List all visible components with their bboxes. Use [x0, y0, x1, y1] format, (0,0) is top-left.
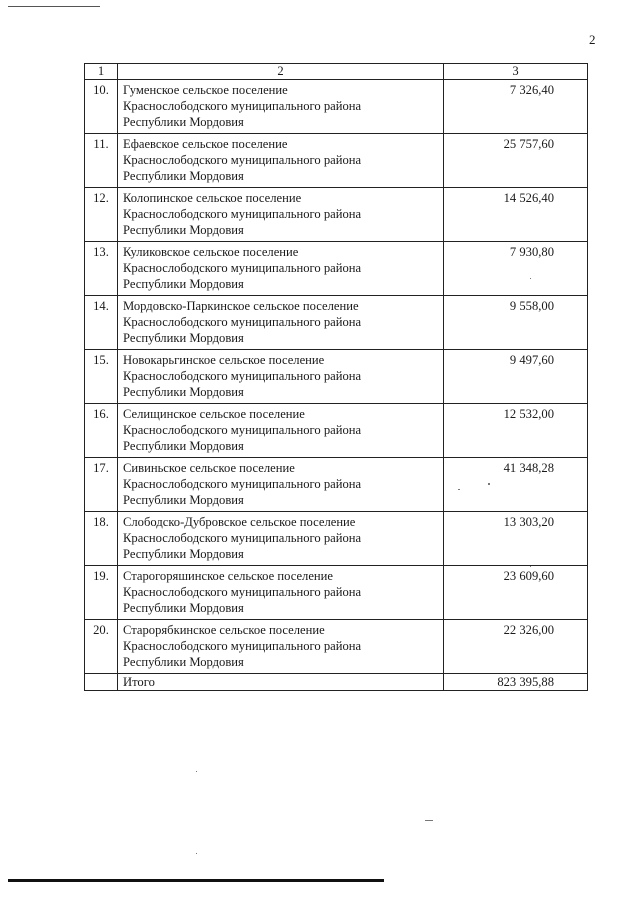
table-row: [85, 80, 588, 134]
settlement-name-line: Старорябкинское сельское поселение: [123, 623, 325, 637]
settlement-name: [118, 350, 444, 404]
settlement-name-line: Краснослободского муниципального района: [123, 531, 362, 545]
settlement-name-line: Куликовское сельское поселение: [123, 245, 299, 259]
settlement-name-line: Краснослободского муниципального района: [123, 261, 362, 275]
table-row: [85, 404, 588, 458]
settlement-name-line: Краснослободского муниципального района: [123, 99, 362, 113]
table-row: [85, 350, 588, 404]
amount-value: 22 326,00: [444, 620, 588, 674]
settlement-name-line: Слободско-Дубровское сельское поселение: [123, 515, 356, 529]
table-row: [85, 620, 588, 674]
amount-value: 9 497,60: [444, 350, 588, 404]
settlement-name-line: Новокарьгинское сельское поселение: [123, 353, 325, 367]
table-header-row: [85, 64, 588, 80]
table-row: [85, 458, 588, 512]
settlement-name: [118, 296, 444, 350]
bottom-scan-bar: [8, 879, 384, 882]
scan-speck: [530, 566, 531, 567]
settlement-name-line: Колопинское сельское поселение: [123, 191, 302, 205]
row-number: 15.: [85, 350, 118, 404]
row-number: 10.: [85, 80, 118, 134]
top-scan-line: [8, 6, 100, 7]
total-row: [85, 674, 588, 691]
scan-speck: [196, 771, 197, 772]
settlement-name-line: Краснослободского муниципального района: [123, 477, 362, 491]
amount-value: 14 526,40: [444, 188, 588, 242]
settlement-name: [118, 512, 444, 566]
settlement-name-line: Ефаевское сельское поселение: [123, 137, 288, 151]
amount-value: 7 326,40: [444, 80, 588, 134]
settlement-name-line: Республики Мордовия: [123, 115, 244, 129]
settlement-name: [118, 134, 444, 188]
row-number: 19.: [85, 566, 118, 620]
table-row: [85, 242, 588, 296]
row-number: 12.: [85, 188, 118, 242]
column-amount-header: 3: [444, 64, 588, 80]
table-row: [85, 512, 588, 566]
scan-speck: [488, 483, 490, 485]
settlement-name-line: Гуменское сельское поселение: [123, 83, 288, 97]
row-number: 14.: [85, 296, 118, 350]
amount-value: 9 558,00: [444, 296, 588, 350]
settlement-name-line: Республики Мордовия: [123, 169, 244, 183]
settlement-name: [118, 188, 444, 242]
settlement-name-line: Республики Мордовия: [123, 601, 244, 615]
settlement-name-line: Краснослободского муниципального района: [123, 153, 362, 167]
row-number: 20.: [85, 620, 118, 674]
table-row: [85, 134, 588, 188]
total-empty-cell: [85, 674, 118, 691]
row-number: 16.: [85, 404, 118, 458]
amount-value: 12 532,00: [444, 404, 588, 458]
settlement-name-line: Селищинское сельское поселение: [123, 407, 305, 421]
settlement-name-line: Краснослободского муниципального района: [123, 585, 362, 599]
scan-speck: [425, 820, 433, 821]
total-amount: 823 395,88: [444, 674, 588, 691]
settlement-name: [118, 620, 444, 674]
settlement-name-line: Краснослободского муниципального района: [123, 369, 362, 383]
total-label: Итого: [118, 674, 444, 691]
amount-value: 23 609,60: [444, 566, 588, 620]
settlement-name-line: Краснослободского муниципального района: [123, 207, 362, 221]
table-row: [85, 566, 588, 620]
settlement-name-line: Республики Мордовия: [123, 223, 244, 237]
row-number: 18.: [85, 512, 118, 566]
amount-value: 13 303,20: [444, 512, 588, 566]
settlement-name-line: Краснослободского муниципального района: [123, 423, 362, 437]
settlement-name-line: Республики Мордовия: [123, 439, 244, 453]
settlement-name-line: Республики Мордовия: [123, 547, 244, 561]
settlement-name: [118, 566, 444, 620]
settlement-name-line: Республики Мордовия: [123, 385, 244, 399]
row-number: 11.: [85, 134, 118, 188]
settlement-name-line: Республики Мордовия: [123, 493, 244, 507]
settlement-name-line: Краснослободского муниципального района: [123, 639, 362, 653]
column-name-header: 2: [118, 64, 444, 80]
settlement-name-line: Сивиньское сельское поселение: [123, 461, 295, 475]
settlement-name-line: Мордовско-Паркинское сельское поселение: [123, 299, 359, 313]
table-body: [85, 64, 588, 691]
settlements-table: [84, 63, 588, 691]
settlement-name-line: Республики Мордовия: [123, 331, 244, 345]
scan-speck: [530, 278, 531, 279]
settlement-name: [118, 404, 444, 458]
settlement-name-line: Старогоряшинское сельское поселение: [123, 569, 333, 583]
scan-speck: [196, 853, 197, 854]
amount-value: 25 757,60: [444, 134, 588, 188]
settlement-name-line: Краснослободского муниципального района: [123, 315, 362, 329]
table-row: [85, 188, 588, 242]
table-row: [85, 296, 588, 350]
settlement-name-line: Республики Мордовия: [123, 277, 244, 291]
amount-value: 41 348,28: [444, 458, 588, 512]
scan-speck: [458, 489, 460, 490]
amount-value: 7 930,80: [444, 242, 588, 296]
settlement-name-line: Республики Мордовия: [123, 655, 244, 669]
row-number: 13.: [85, 242, 118, 296]
row-number: 17.: [85, 458, 118, 512]
settlement-name: [118, 80, 444, 134]
page-number: 2: [589, 32, 596, 47]
column-number-header: 1: [85, 64, 118, 80]
settlement-name: [118, 458, 444, 512]
settlement-name: [118, 242, 444, 296]
